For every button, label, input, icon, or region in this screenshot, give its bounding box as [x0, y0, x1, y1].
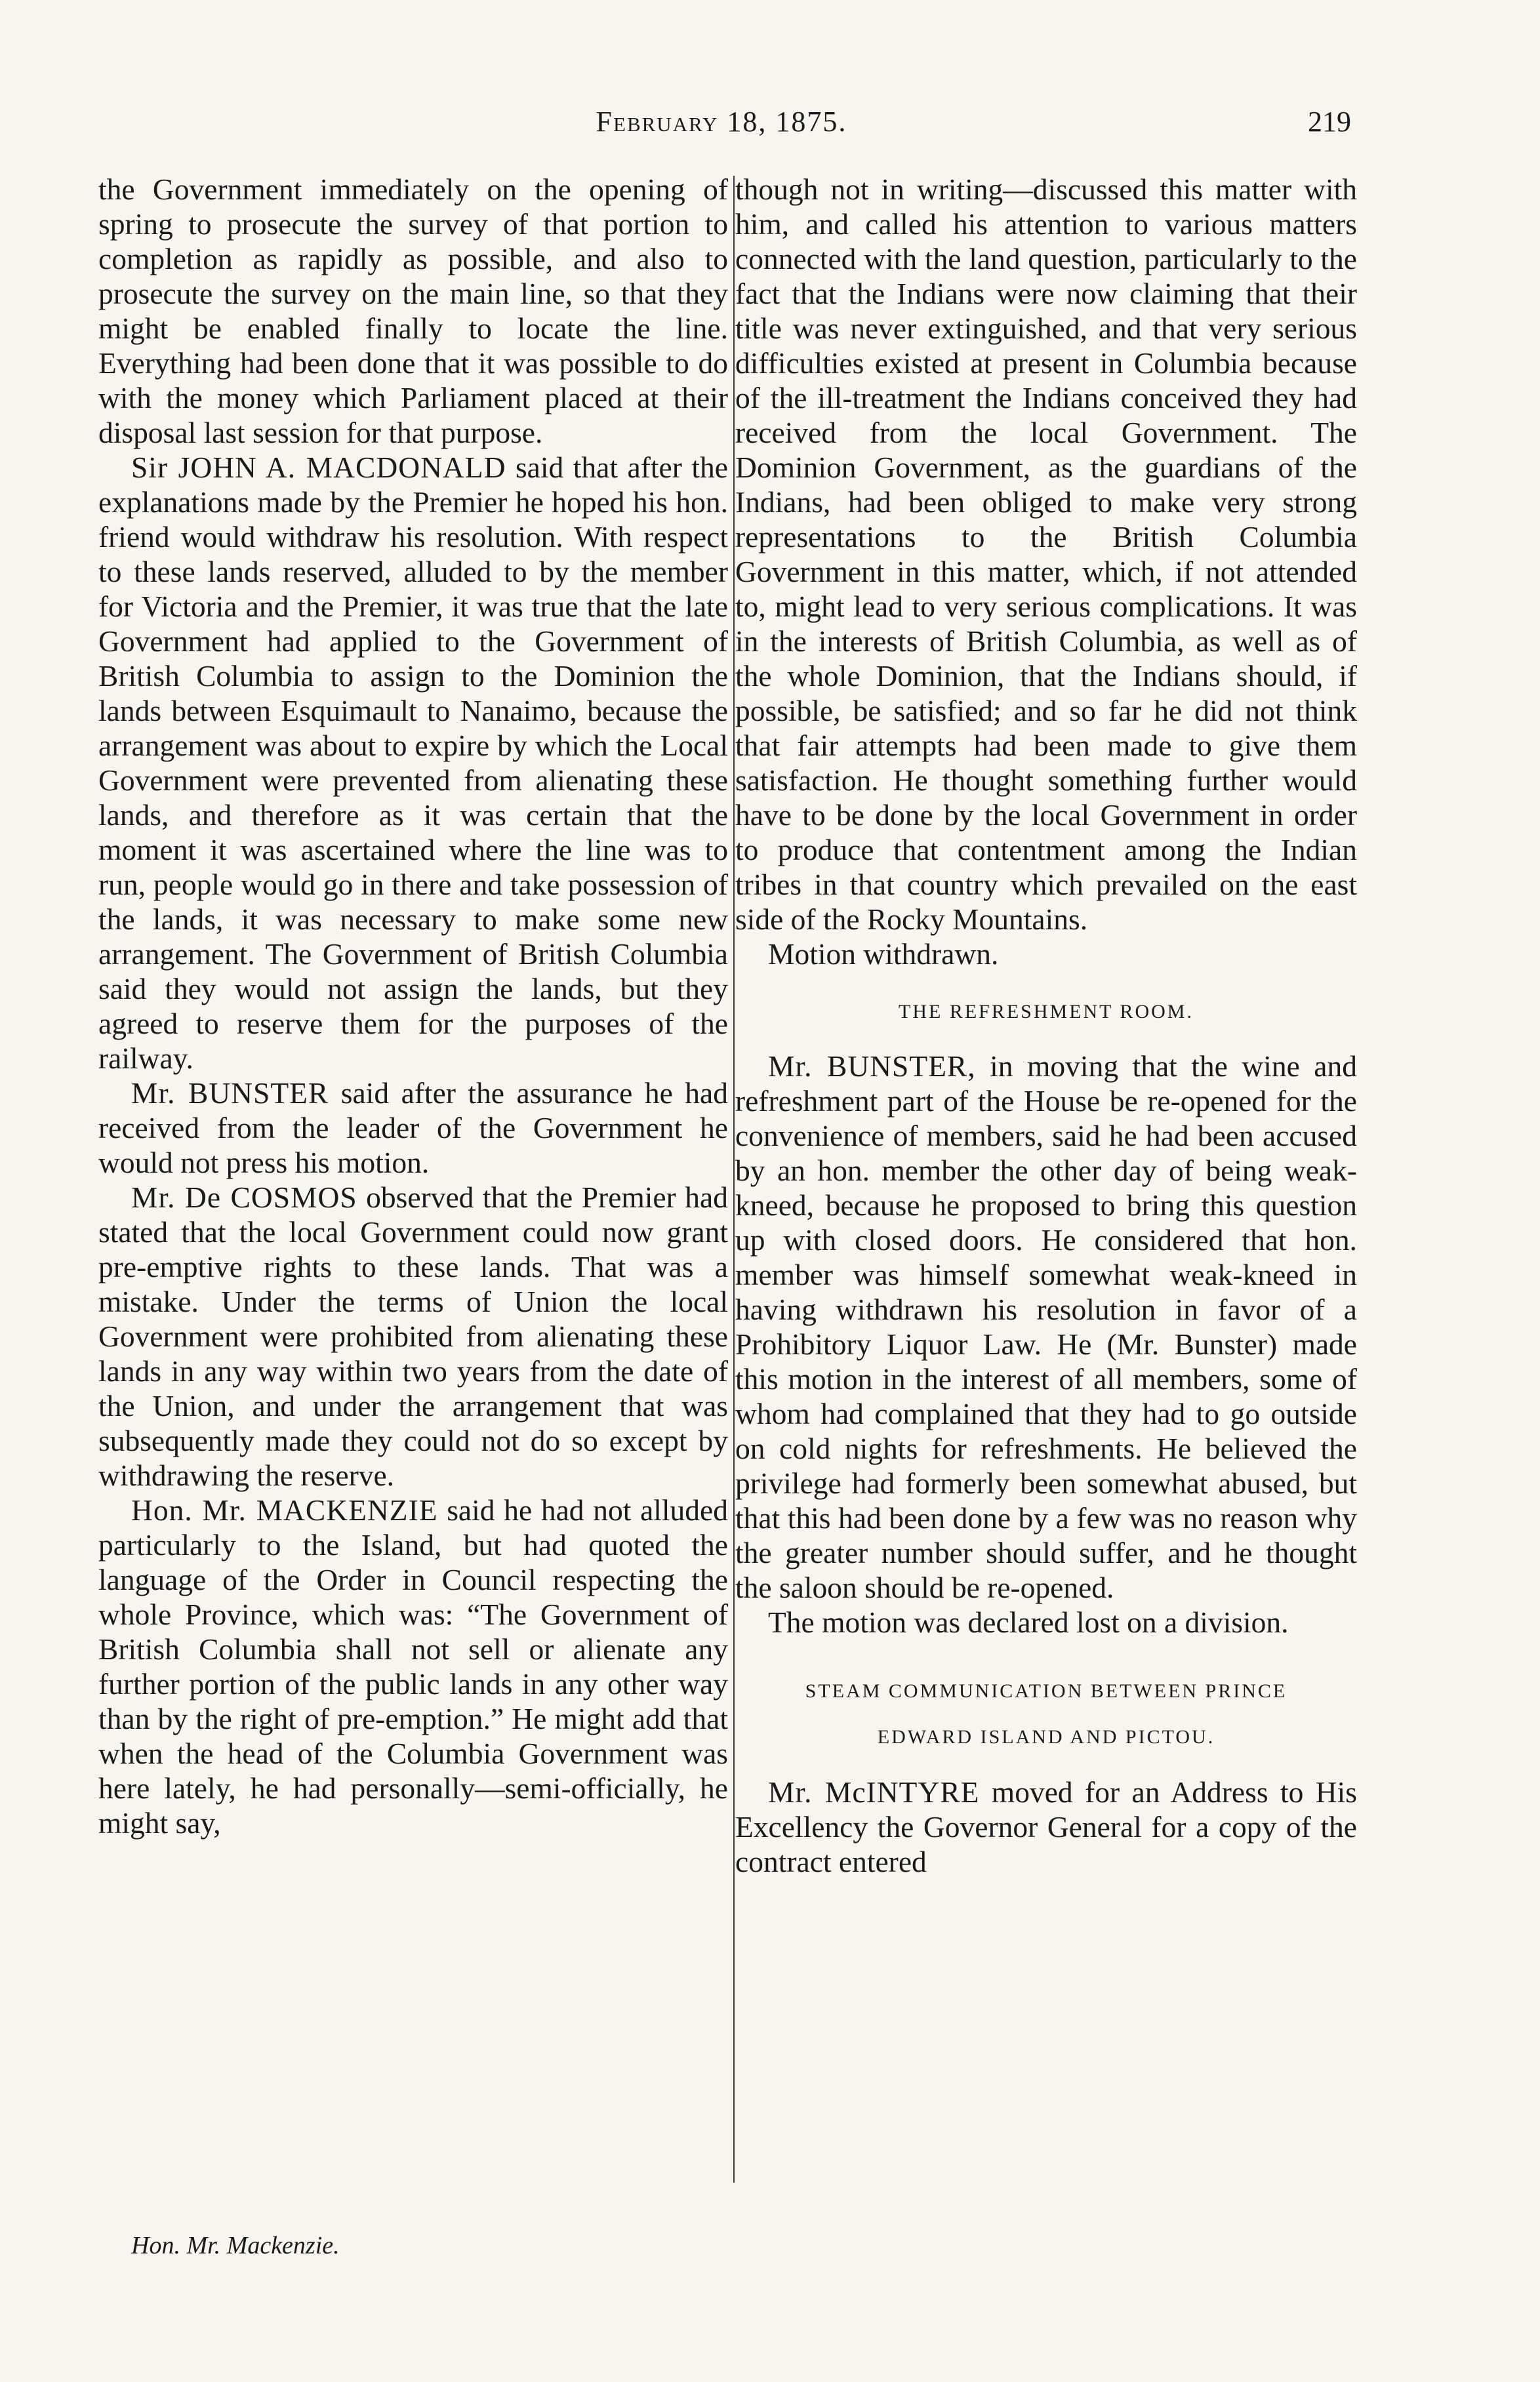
paragraph: The motion was declared lost on a division. — [768, 1605, 1289, 1639]
page-date: February 18, 1875. — [596, 106, 847, 138]
speech-text: said after the assurance he had received from the leader of the Government he would not press his motion. — [98, 1076, 728, 1179]
section-heading: THE REFRESHMENT ROOM. — [899, 1001, 1194, 1022]
section-heading-line: EDWARD ISLAND AND PICTOU. — [877, 1726, 1215, 1748]
footer-signature: Hon. Mr. Mackenzie. — [131, 2232, 340, 2259]
page-header — [92, 105, 1351, 151]
paragraph: the Government immediately on the opening of spring to prosecute the survey of that portion to completion as rapidly as possible, and also to prosecute the survey on the main line, so that they might be enabled finally to locate the line. Everything had been done that it was possible to do with the money which Parliament placed at their disposal last session for that purpose. — [98, 172, 728, 449]
section-heading — [735, 1668, 1357, 1760]
paragraph — [98, 1493, 728, 1840]
speech-text: in moving that the wine and refreshment part of the House be re-opened for the convenience of members, said he had been accused by an hon. member the other day of being weak-kneed, because he proposed to bring this question up with closed doors. He considered that hon. member was himself somewhat weak-kneed in having withdrawn his resolution in favor of a Prohibitory Liquor Law. He (Mr. Bunster) made this motion in the interest of all members, some of whom had complained that they had to go outside on cold nights for refreshments. He believed the privilege had formerly been somewhat abused, but that this had been done by a few was no reason why the greater number should suffer, and he thought the saloon should be re-opened. — [735, 1049, 1357, 1604]
paragraph — [98, 1076, 728, 1180]
paragraph — [735, 1775, 1357, 1879]
section-heading-line: STEAM COMMUNICATION BETWEEN PRINCE — [805, 1680, 1287, 1702]
speaker-name: Mr. BUNSTER, — [768, 1049, 976, 1083]
page-number: 219 — [1308, 106, 1351, 138]
paragraph — [98, 1180, 728, 1493]
speaker-name: Sir JOHN A. MACDONALD — [131, 451, 506, 484]
paragraph: Motion withdrawn. — [768, 937, 999, 971]
speech-text: observed that the Premier had stated that the local Government could now grant pre-emptive rights to these lands. That was a mistake. Under the terms of Union the local Government were prohibited from alienating these lands in any way within two years from the date of the Union, and under the arrangement that was subsequently made they could not do so except by withdrawing the reserve. — [98, 1181, 728, 1492]
paragraph — [735, 1049, 1357, 1605]
speech-text: moved for an Address to His Excellency the Governor General for a copy of the contract entered — [735, 1775, 1358, 1878]
paragraph — [98, 450, 728, 1076]
speech-text: said that after the explanations made by the Premier he hoped his hon. friend would withdraw his resolution. With respect to these lands reserved, alluded to by the member for Victoria and the Premier, it was true that the late Government had applied to the Government of British Columbia to assign to the Dominion the lands between Esquimault to Nanaimo, because the arrangement was about to expire by which the Local Government were prevented from alienating these lands, and therefore as it was certain that the moment it was ascertained where the line was to run, people would go in there and take possession of the lands, it was necessary to make some new arrangement. The Government of British Columbia said they would not assign the lands, but they agreed to reserve them for the purposes of the railway. — [98, 451, 728, 1075]
column-divider — [733, 176, 735, 2183]
speech-text: said he had not alluded particularly to the Island, but had quoted the language of the Order in Council respecting the whole Province, which was: “The Government of British Columbia shall not sell or alienate any further portion of the public lands in any other way than by the right of pre-emption.” He might add that when the head of the Columbia Government was here lately, he had personally—semi-officially, he might say, — [98, 1493, 728, 1840]
speaker-name: Mr. De COSMOS — [131, 1181, 357, 1214]
speaker-name: Hon. Mr. MACKENZIE — [131, 1493, 438, 1527]
paragraph: though not in writing—discussed this matter with him, and called his attention to various matters connected with the land question, particularly to the fact that the Indians were now claiming that their title was never extinguished, and that very serious difficulties existed at present in Columbia because of the ill-treatment the Indians conceived they had received from the local Government. The Dominion Government, as the guardians of the Indians, had been obliged to make very strong representations to the British Columbia Government in this matter, which, if not attended to, might lead to very serious complications. It was in the interests of British Columbia, as well as of the whole Dominion, that the Indians should, if possible, be satisfied; and so far he did not think that fair attempts had been made to give them satisfaction. He thought something further would have to be done by the local Government in order to produce that contentment among the Indian tribes in that country which prevailed on the east side of the Rocky Mountains. — [735, 172, 1357, 936]
left-column — [98, 172, 728, 2225]
speaker-name: Mr. BUNSTER — [131, 1076, 329, 1110]
right-column — [735, 172, 1357, 2225]
speaker-name: Mr. McINTYRE — [768, 1775, 980, 1809]
